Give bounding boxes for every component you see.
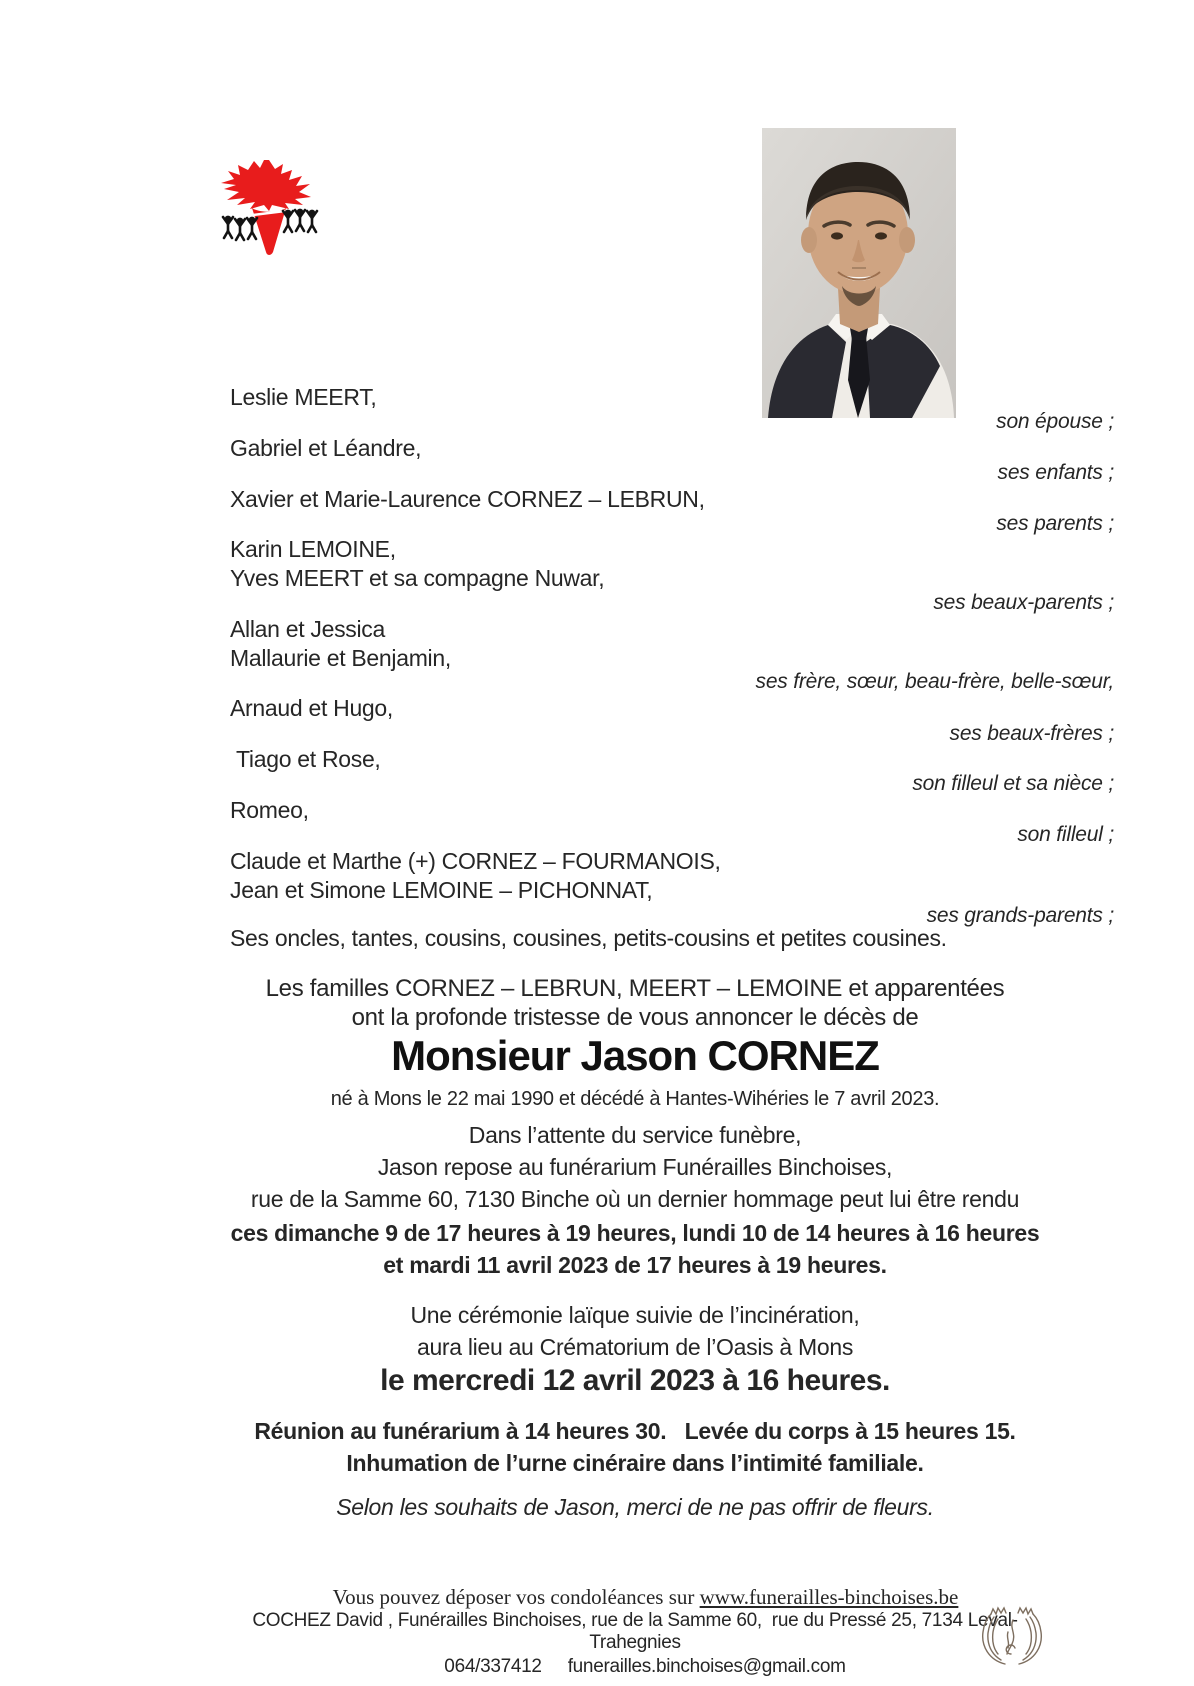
email-address: funerailles.binchoises@gmail.com	[567, 1656, 846, 1677]
repose-line: Jason repose au funérarium Funérailles Binchoises,	[377, 1154, 893, 1180]
name-line: Arnaud et Hugo,	[230, 695, 394, 721]
funeral-home-contact-line	[230, 1634, 1040, 1686]
name-line: Claude et Marthe (+) CORNEZ – FOURMANOIS,	[230, 848, 721, 874]
families-line: ont la profonde tristesse de vous annoncer le décès de	[351, 1004, 919, 1031]
deceased-name-title: Monsieur Jason CORNEZ	[391, 1032, 879, 1079]
deceased-photo	[762, 128, 956, 418]
name-line: Jean et Simone LEMOINE – PICHONNAT,	[230, 877, 653, 903]
relation-label: ses enfants ;	[997, 461, 1114, 484]
relation-label: ses beaux-frères ;	[949, 722, 1114, 745]
torch-logo-icon	[213, 158, 325, 262]
families-line: Les familles CORNEZ – LEBRUN, MEERT – LEMOINE et apparentées	[265, 975, 1005, 1002]
relation-label: ses grands-parents ;	[926, 904, 1114, 927]
winged-flame-logo-icon	[975, 1602, 1049, 1670]
waiting-line: Dans l’attente du service funèbre,	[468, 1122, 802, 1148]
birth-death-line: né à Mons le 22 mai 1990 et décédé à Hantes-Wihéries le 7 avril 2023.	[330, 1088, 940, 1110]
visiting-hours-line: et mardi 11 avril 2023 de 17 heures à 19 heures.	[383, 1252, 887, 1278]
name-line: Mallaurie et Benjamin,	[230, 645, 451, 671]
name-line: Gabriel et Léandre,	[230, 435, 422, 461]
funeral-home-address-line: COCHEZ David , Funérailles Binchoises, rue de la Samme 60, rue du Pressé 25, 7134 Leval-Trahegnies	[252, 1610, 1018, 1653]
condolences-website-link[interactable]: www.funerailles-binchoises.be	[699, 1585, 959, 1609]
name-line: Allan et Jessica	[230, 616, 385, 642]
name-line: Romeo,	[230, 797, 309, 823]
wishes-line: Selon les souhaits de Jason, merci de ne pas offrir de fleurs.	[336, 1494, 934, 1520]
name-line: Ses oncles, tantes, cousins, cousines, petits-cousins et petites cousines.	[230, 925, 947, 951]
ceremony-date-line: le mercredi 12 avril 2023 à 16 heures.	[380, 1364, 890, 1397]
relation-label: son épouse ;	[996, 410, 1114, 433]
relation-label: son filleul ;	[1017, 823, 1114, 846]
relation-label: ses frère, sœur, beau-frère, belle-sœur,	[755, 670, 1114, 693]
condolences-text: Vous pouvez déposer vos condoléances sur	[332, 1585, 700, 1609]
name-line: Xavier et Marie-Laurence CORNEZ – LEBRUN,	[230, 486, 705, 512]
relation-label: son filleul et sa nièce ;	[912, 772, 1114, 795]
visiting-hours-line: ces dimanche 9 de 17 heures à 19 heures, lundi 10 de 14 heures à 16 heures	[230, 1220, 1040, 1246]
address-line: rue de la Samme 60, 7130 Binche où un dernier hommage peut lui être rendu	[250, 1186, 1020, 1212]
name-line: Karin LEMOINE,	[230, 536, 396, 562]
name-line: Leslie MEERT,	[230, 384, 377, 410]
relation-label: ses parents ;	[996, 512, 1114, 535]
inhumation-line: Inhumation de l’urne cinéraire dans l’intimité familiale.	[346, 1450, 924, 1476]
ceremony-line: aura lieu au Crématorium de l’Oasis à Mons	[416, 1334, 854, 1360]
name-line: Tiago et Rose,	[236, 746, 381, 772]
ceremony-line: Une cérémonie laïque suivie de l’incinération,	[410, 1302, 860, 1328]
relation-label: ses beaux-parents ;	[933, 591, 1114, 614]
phone-number: 064/337412	[444, 1656, 542, 1677]
reunion-line: Réunion au funérarium à 14 heures 30. Levée du corps à 15 heures 15.	[254, 1418, 1016, 1444]
name-line: Yves MEERT et sa compagne Nuwar,	[230, 565, 605, 591]
